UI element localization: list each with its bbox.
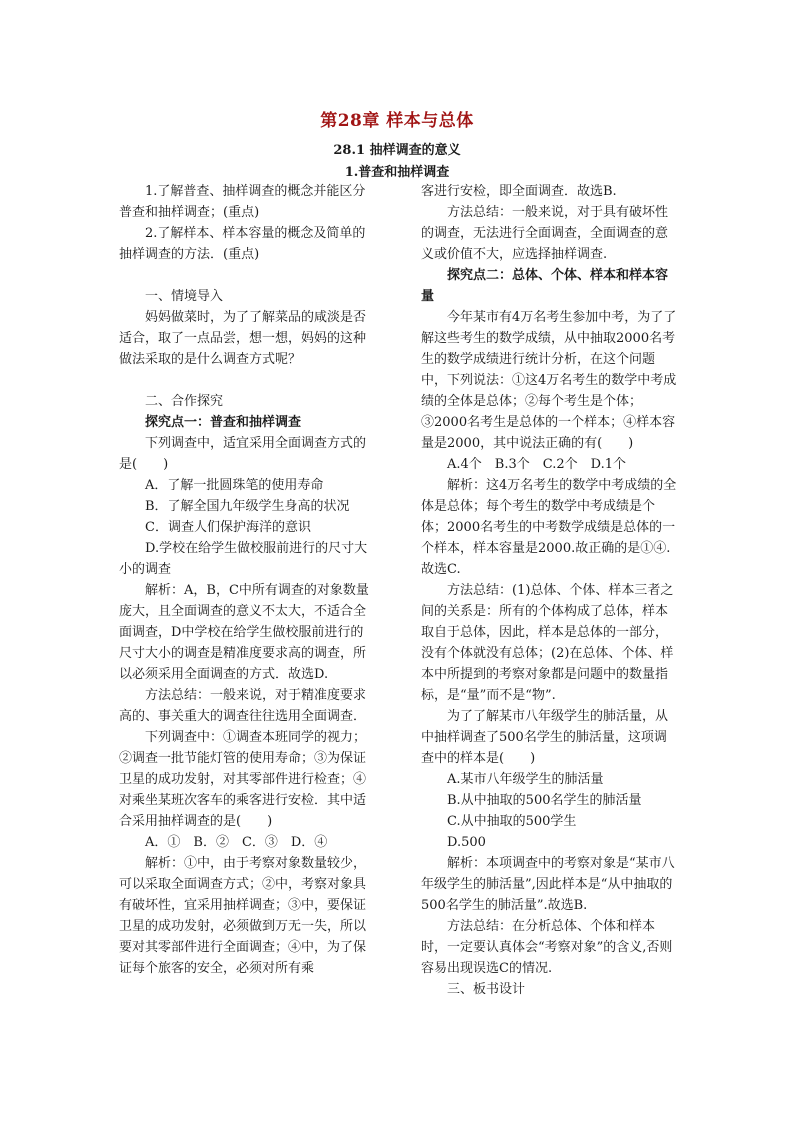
analysis-3: 解析：这4万名考生的数学中考成绩的全体是总体；每个考生的数学中考成绩是个体；2000名考生的中考数学成绩是总体的一个样本，样本容量是2000.故正确的是①④.故选C. [421, 478, 677, 577]
option-4d: D.500 [447, 835, 486, 850]
chapter-title: 第28章 样本与总体 [320, 111, 474, 131]
option-b: B．了解全国九年级学生身高的状况 [145, 499, 350, 514]
heading-intro: 一、情境导入 [145, 289, 224, 304]
question-2: 下列调查中：①调查本班同学的视力；②调查一批节能灯管的使用寿命；③为保证卫星的成功发射，对其零部件进行检查；④对乘坐某班次客车的乘客进行安检．其中适合采用抽样调查的是( ) [119, 730, 367, 829]
option-4a: A.某市八年级学生的肺活量 [447, 772, 604, 787]
option-d: D.学校在给学生做校服前进行的尺寸大小的调查 [119, 541, 368, 577]
heading-board-design: 三、板书设计 [447, 982, 526, 997]
question-4: 为了了解某市八年级学生的肺活量，从中抽样调查了500名学生的肺活量，这项调查中的样本是( ) [421, 709, 669, 766]
method-summary-1: 方法总结：一般来说，对于精准度要求高的、事关重大的调查往往选用全面调查． [119, 688, 367, 724]
analysis-4: 解析：本项调查中的考察对象是“某市八年级学生的肺活量”,因此样本是“从中抽取的500名学生的肺活量”.故选B. [421, 856, 675, 913]
spacer [119, 370, 375, 391]
question-3: 今年某市有4万名考生参加中考，为了了解这些考生的数学成绩，从中抽取2000名考生的数学成绩进行统计分析，在这个问题中，下列说法：①这4万名考生的数学中考成绩的全体是总体；②每个考生是个体；③2000名考生是总体的一个样本；④样本容量是2000，其中说法正确的有( ) [421, 310, 677, 451]
section-title: 28.1 抽样调查的意义 [333, 143, 461, 158]
option-4b: B.从中抽取的500名学生的肺活量 [447, 793, 642, 808]
heading-explore-point-2: 探究点二：总体、个体、样本和样本容量 [421, 268, 669, 304]
analysis-2: 解析：①中，由于考察对象数量较少，可以采取全面调查方式；②中，考察对象具有破坏性，宜采用抽样调查；③中，要保证卫星的成功发射，必须做到万无一失，所以要对其零部件进行全面调查；④中，为了保证每个旅客的安全，必须对所有乘 [119, 856, 367, 976]
subsection-title: 1.普查和抽样调查 [344, 165, 450, 180]
right-column [421, 181, 677, 1000]
objective-2: 2.了解样本、样本容量的概念及简单的抽样调查的方法．(重点) [119, 226, 366, 262]
option-a: A．了解一批圆珠笔的使用寿命 [145, 478, 324, 493]
question-1: 下列调查中，适宜采用全面调查方式的是( ) [119, 436, 367, 472]
analysis-2-continued: 客进行安检，即全面调查．故选B. [421, 184, 617, 199]
analysis-1: 解析：A，B，C中所有调查的对象数量庞大，且全面调查的意义不太大，不适合全面调查，D中学校在给学生做校服前进行的尺寸大小的调查是精准度要求高的调查，所以必须采用全面调查的方式．故选D. [119, 583, 369, 682]
options-3: A.4个 B.3个 C.2个 D.1个 [447, 457, 626, 472]
method-summary-3: 方法总结：(1)总体、个体、样本三者之间的关系是：所有的个体构成了总体，样本取自于总体，因此，样本是总体的一部分，没有个体就没有总体；(2)在总体、个体、样本中所提到的考察对象都是问题中的数量指标，是“量”而不是“物”. [421, 583, 674, 703]
options-2: A．① B．② C．③ D．④ [145, 835, 328, 850]
left-column [119, 181, 375, 979]
option-4c: C.从中抽取的500学生 [447, 814, 577, 829]
option-c: C．调查人们保护海洋的意识 [145, 520, 311, 535]
method-summary-4: 方法总结：在分析总体、个体和样本时，一定要认真体会“考察对象”的含义,否则容易出现误选C的情况. [421, 919, 673, 976]
intro-paragraph: 妈妈做菜时，为了了解菜品的咸淡是否适合，取了一点品尝，想一想，妈妈的这种做法采取的是什么调查方式呢？ [119, 310, 367, 367]
method-summary-2: 方法总结：一般来说，对于具有破坏性的调查，无法进行全面调查，全面调查的意义或价值不大，应选择抽样调查. [421, 205, 669, 262]
heading-explore: 二、合作探究 [145, 394, 224, 409]
spacer [119, 265, 375, 286]
objective-1: 1.了解普查、抽样调查的概念并能区分普查和抽样调查；(重点) [119, 184, 366, 220]
heading-explore-point-1: 探究点一：普查和抽样调查 [145, 415, 302, 430]
